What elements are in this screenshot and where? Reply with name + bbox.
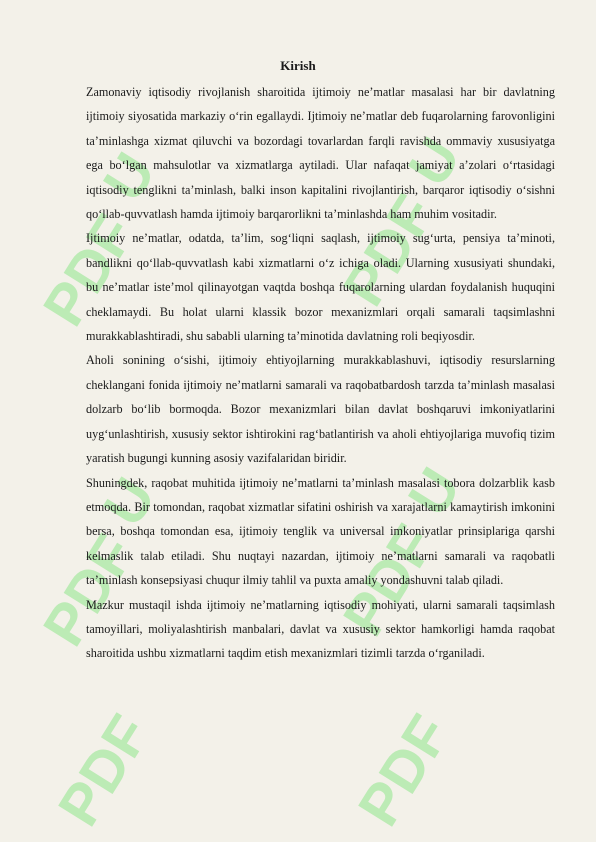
page-title: Kirish — [280, 58, 316, 73]
svg-text:PDF: PDF — [330, 184, 448, 317]
document-body — [86, 80, 555, 666]
paragraph: Ijtimoiy ne’matlar, odatda, ta’lim, sog‘liqni saqlash, ijtimoiy sug‘urta, pensiya ta’minoti, bandlikni qo‘llab-quvvatlash kabi xizmatlarni o‘z ichiga oladi. Ularning xususiyati shundaki, bu ne’matlar iste’mol qilinayotgan vaqtda boshqa fuqarolarning ulardan foydalanish huquqini cheklamaydi. Bu holat ularni klassik bozor mexanizmlari orqali samarali taqsimlashni murakkablashtiradi, shu sababli ularning ta’minotida davlatning roli beqiyosdir. — [86, 231, 555, 344]
svg-text:PDF: PDF — [45, 704, 163, 837]
paragraph: Zamonaviy iqtisodiy rivojlanish sharoitida ijtimoiy ne’matlar masalasi har bir davlatning ijtimoiy siyosatida markaziy o‘rin egallaydi. Ijtimoiy ne’matlar deb fuqarolarning farovonligini ta’minlashga xizmat qiluvchi va bozordagi tovarlardan farqli ravishda ommaviy xususiyatga ega bo‘lgan mahsulotlar va xizmatlarga aytiladi. Ular nafaqat jamiyat a’zolari o‘rtasidagi iqtisodiy tenglikni ta’minlash, balki inson kapitalini rivojlantirish, barqaror iqtisodiy o‘sishni qo‘llab-quvvatlash hamda ijtimoiy barqarorlikni ta’minlashda ham muhim vositadir. — [86, 85, 555, 222]
svg-text:PDF: PDF — [30, 524, 148, 657]
svg-text:U: U — [90, 141, 169, 212]
svg-text:PDF: PDF — [30, 204, 148, 337]
paragraph: Aholi sonining o‘sishi, ijtimoiy ehtiyojlarning murakkablashuvi, iqtisodiy resurslarning cheklangani fonida ijtimoiy ne’matlarni samarali va raqobatbardosh tarzda ta’minlash masalasi dolzarb bo‘lib bormoqda. Bozor mexanizmlari bilan davlat boshqaruvi imkoniyatlarini uyg‘unlashtirish, xususiy sektor ishtirokini rag‘batlantirish va aholi ehtiyojlariga muvofiq tizim yaratish bugungi kunning asosiy vazifalaridan biridir. — [86, 353, 555, 466]
svg-text:U: U — [90, 466, 169, 537]
svg-text:U: U — [395, 456, 474, 527]
paragraph: Shuningdek, raqobat muhitida ijtimoiy ne’matlarni ta’minlash masalasi tobora dolzarblik kasb etmoqda. Bir tomondan, raqobat xizmatlar sifatini oshirish va xarajatlarni kamaytirish imkonini bersa, boshqa tomondan esa, ijtimoiy tenglik va universal imkoniyatlar prinsiplariga qarshi kelmaslik talab etiladi. Shu nuqtayi nazardan, ijtimoiy ne’matlarni samarali va raqobatli ta’minlash konsepsiyasi chuqur ilmiy tahlil va puxta amaliy yondashuvni talab qiladi. — [86, 475, 555, 588]
paragraph: Mazkur mustaqil ishda ijtimoiy ne’matlarning iqtisodiy mohiyati, ularni samarali taqsimlash tamoyillari, moliyalashtirish manbalari, davlat va xususiy sektor hamkorligi hamda raqobat sharoitida ushbu xizmatlarni taqdim etish mexanizmlari tizimli tarzda o‘rganiladi. — [86, 597, 555, 661]
svg-text:PDF: PDF — [345, 704, 463, 837]
svg-text:PDF: PDF — [330, 514, 448, 647]
svg-text:U: U — [395, 126, 474, 197]
